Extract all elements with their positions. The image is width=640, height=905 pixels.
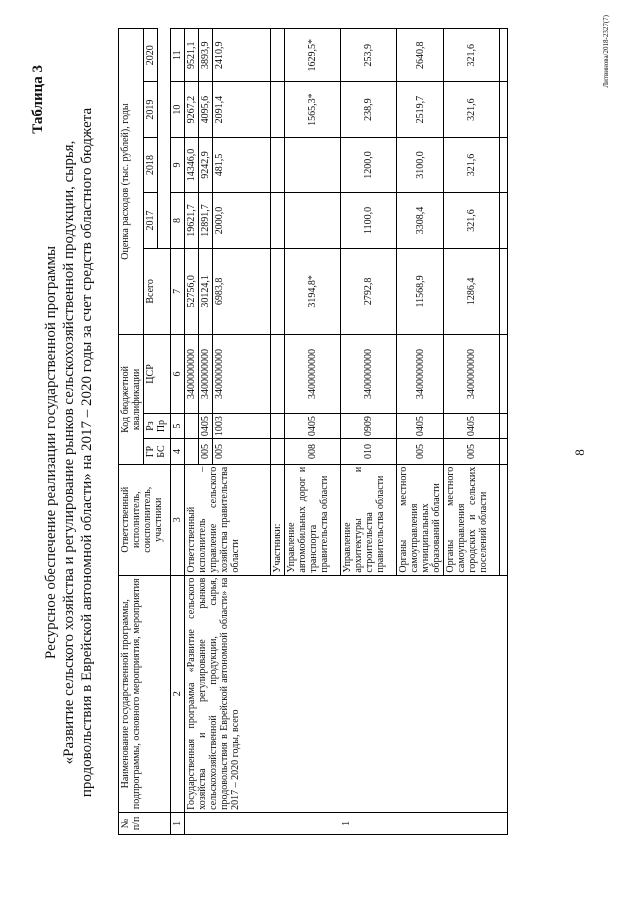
cell-2019: 9267,2 <box>185 82 199 137</box>
cell-grbs <box>185 439 199 464</box>
header-2018: 2018 <box>144 137 158 192</box>
cell-2018: 3100,0 <box>397 137 444 192</box>
table-edge <box>500 464 508 575</box>
cell-csr: 3400000000 <box>199 335 213 414</box>
colnum-cell: 11 <box>171 29 185 82</box>
footer-doc-code: Литвинова/2018-2327(7) <box>602 15 610 88</box>
resource-table <box>118 28 508 835</box>
cell-2020: 3893,9 <box>199 29 213 82</box>
cell-2017: 1100,0 <box>341 193 397 248</box>
header-2020: 2020 <box>144 29 158 82</box>
cell-2017: 19621,7 <box>185 193 199 248</box>
colnum-cell: 10 <box>171 82 185 137</box>
header-2019: 2019 <box>144 82 158 137</box>
table-edge <box>500 413 508 438</box>
table-title <box>42 40 96 865</box>
cell-2020: 2640,8 <box>397 29 444 82</box>
cell-rz: 0405 <box>397 413 444 438</box>
cell-2019: 321,6 <box>444 82 500 137</box>
cell-2019: 238,9 <box>341 82 397 137</box>
exec-participant: Органы местного самоуправления муниципальных образований области <box>397 464 444 575</box>
header-2017: 2017 <box>144 193 158 248</box>
cell-rz: 0909 <box>341 413 397 438</box>
cell-csr: 3400000000 <box>341 335 397 414</box>
cell-2020: 1629,5* <box>285 29 341 82</box>
cell-2020 <box>271 29 285 82</box>
cell-2017: 321,6 <box>444 193 500 248</box>
page-number: 8 <box>572 449 587 456</box>
colnum-cell: 3 <box>171 464 185 575</box>
table-edge <box>500 82 508 137</box>
cell-2018: 14346,0 <box>185 137 199 192</box>
title-line: «Развитие сельского хозяйства и регулирование рынков сельскохозяйственной продукции, сырья, <box>61 140 77 765</box>
cell-total: 2792,8 <box>341 248 397 334</box>
colnum-cell: 1 <box>171 812 185 834</box>
title-line: продовольствия в Еврейской автономной области» на 2017 – 2020 годы за счет средств областного бюджета <box>79 107 95 798</box>
header-code: Код бюджетной квалификации <box>119 335 144 465</box>
cell-csr: 3400000000 <box>285 335 341 414</box>
exec-participant: Управление автомобильных дорог и транспорта правительства области <box>285 464 341 575</box>
title-line: Ресурсное обеспечение реализации государственной программы <box>43 245 59 660</box>
cell-total <box>271 248 285 334</box>
cell-2018: 9242,9 <box>199 137 213 192</box>
cell-rz: 1003 <box>213 413 271 438</box>
table-edge <box>500 137 508 192</box>
cell-2018: 481,5 <box>213 137 271 192</box>
cell-csr: 3400000000 <box>444 335 500 414</box>
table-edge <box>500 29 508 82</box>
cell-2020: 321,6 <box>444 29 500 82</box>
row-number: 1 <box>185 812 508 834</box>
exec-participant: Управление архитектуры и строительства правительства области <box>341 464 397 575</box>
cell-2019: 1565,3* <box>285 82 341 137</box>
cell-grbs: 010 <box>341 439 397 464</box>
cell-csr: 3400000000 <box>213 335 271 414</box>
table-edge <box>500 335 508 414</box>
cell-total: 11568,9 <box>397 248 444 334</box>
table-edge <box>500 193 508 248</box>
cell-grbs: 005 <box>397 439 444 464</box>
colnum-cell: 4 <box>171 439 185 464</box>
cell-total: 6983,8 <box>213 248 271 334</box>
colnum-cell: 9 <box>171 137 185 192</box>
cell-2019: 2091,4 <box>213 82 271 137</box>
header-total: Всего <box>144 248 171 334</box>
cell-2019: 2519,7 <box>397 82 444 137</box>
program-name: Государственная программа «Развитие сельского хозяйства и регулирование рынков сельскохозяйственной продукции, сырья, продовольствия в Еврейской автономной области» на 2017 – 2020 годы, всего <box>185 575 508 812</box>
cell-2018 <box>271 137 285 192</box>
cell-2017 <box>271 193 285 248</box>
header-estimate: Оценка расходов (тыс. рублей), годы <box>119 29 144 335</box>
cell-grbs <box>271 439 285 464</box>
cell-2020: 2410,9 <box>213 29 271 82</box>
cell-rz <box>271 413 285 438</box>
cell-csr: 3400000000 <box>185 335 199 414</box>
cell-2020: 253,9 <box>341 29 397 82</box>
cell-grbs: 008 <box>285 439 341 464</box>
cell-grbs: 005 <box>444 439 500 464</box>
cell-2019: 4095,6 <box>199 82 213 137</box>
exec-participant: Органы местного самоуправления городских и сельских поселений области <box>444 464 500 575</box>
colnum-cell: 5 <box>171 413 185 438</box>
header-exec: Ответственный исполнитель, соисполнитель, участники <box>119 464 171 575</box>
cell-total: 1286,4 <box>444 248 500 334</box>
cell-rz <box>185 413 199 438</box>
cell-2017 <box>285 193 341 248</box>
cell-rz: 0405 <box>444 413 500 438</box>
cell-total: 3194,8* <box>285 248 341 334</box>
colnum-cell: 8 <box>171 193 185 248</box>
cell-grbs: 005 <box>199 439 213 464</box>
header-csr: ЦСР <box>144 335 171 414</box>
header-name: Наименование государственной программы, подпрограммы, основного мероприятия, мероприятия <box>119 575 171 812</box>
cell-csr: 3400000000 <box>397 335 444 414</box>
header-rz: Рз Пр <box>144 413 171 438</box>
cell-2017: 12891,7 <box>199 193 213 248</box>
table-edge <box>500 439 508 464</box>
exec-responsible: Ответственный исполнитель – управление сельского хозяйства правительства области <box>185 464 271 575</box>
colnum-cell: 2 <box>171 575 185 812</box>
header-num: № п/п <box>119 812 171 834</box>
cell-2017: 3308,4 <box>397 193 444 248</box>
cell-2020: 9521,1 <box>185 29 199 82</box>
table-edge <box>500 248 508 334</box>
cell-csr <box>271 335 285 414</box>
cell-2019 <box>271 82 285 137</box>
cell-2017: 2000,0 <box>213 193 271 248</box>
cell-rz: 0405 <box>285 413 341 438</box>
cell-2018 <box>285 137 341 192</box>
cell-total: 30124,1 <box>199 248 213 334</box>
cell-total: 52756,0 <box>185 248 199 334</box>
cell-2018: 1200,0 <box>341 137 397 192</box>
cell-grbs: 005 <box>213 439 271 464</box>
table-label: Таблица 3 <box>30 65 46 134</box>
colnum-cell: 7 <box>171 248 185 334</box>
header-grbs: ГР БС <box>144 439 171 464</box>
participants-label: Участники: <box>271 464 285 575</box>
cell-rz: 0405 <box>199 413 213 438</box>
colnum-cell: 6 <box>171 335 185 414</box>
cell-2018: 321,6 <box>444 137 500 192</box>
